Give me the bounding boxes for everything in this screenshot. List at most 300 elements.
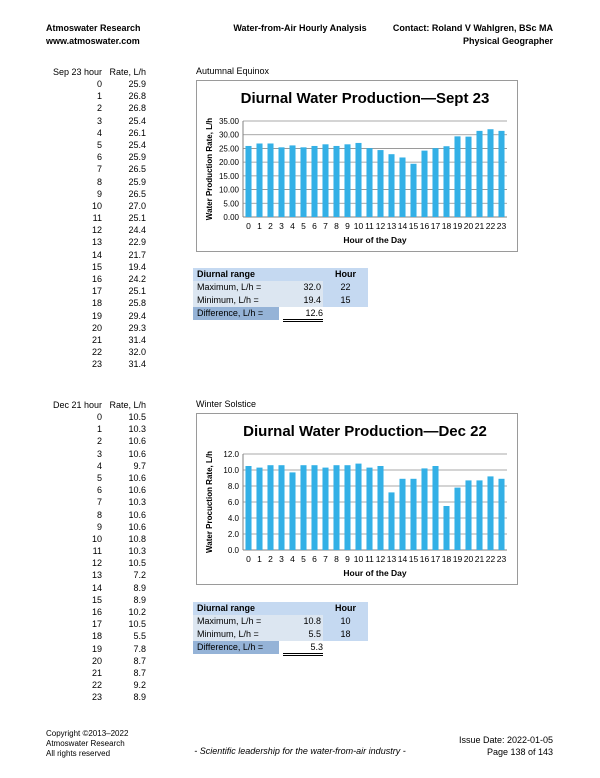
footer-right xyxy=(459,734,553,758)
sep23-hourly-table xyxy=(46,66,156,371)
x-tick-label: 14 xyxy=(397,554,408,564)
bar xyxy=(256,468,262,550)
x-tick-label: 18 xyxy=(441,221,452,231)
table-row xyxy=(46,423,156,435)
bar xyxy=(476,131,482,217)
rate-cell: 8.9 xyxy=(133,594,146,605)
x-tick-label: 15 xyxy=(408,221,419,231)
rate-cell: 26.8 xyxy=(128,103,146,114)
bar xyxy=(278,465,284,550)
rate-cell: 21.7 xyxy=(128,249,146,260)
rate-cell: 10.8 xyxy=(128,533,146,544)
table-row xyxy=(46,484,156,496)
x-tick-label: 23 xyxy=(496,221,507,231)
hour-cell: 3 xyxy=(96,448,102,459)
hour-cell: 14 xyxy=(91,582,102,593)
contact: Contact: Roland V Wahlgren, BSc MA xyxy=(392,23,553,33)
range-heading: Diurnal range xyxy=(193,268,279,281)
table-row xyxy=(46,643,156,655)
range-hour-heading: Hour xyxy=(323,602,368,615)
bar xyxy=(289,472,295,550)
hour-cell: 2 xyxy=(96,103,102,114)
footer-rights: All rights reserved xyxy=(46,749,111,758)
y-tick-label: 20.00 xyxy=(218,158,239,168)
bar xyxy=(399,479,405,550)
bar xyxy=(289,145,295,217)
table-row xyxy=(46,310,156,322)
hour-cell: 23 xyxy=(91,359,102,370)
table-row xyxy=(46,115,156,127)
x-tick-label: 5 xyxy=(301,554,306,564)
rate-cell: 31.4 xyxy=(128,359,146,370)
y-tick-label: 0.0 xyxy=(227,546,239,555)
x-tick-label: 13 xyxy=(386,221,397,231)
x-axis-label: Hour of the Day xyxy=(343,568,407,578)
table-row xyxy=(46,188,156,200)
bar-chart-dec22 xyxy=(197,414,517,584)
table-row xyxy=(46,545,156,557)
table-row xyxy=(46,472,156,484)
table-row xyxy=(46,435,156,447)
x-tick-label: 19 xyxy=(452,221,463,231)
rate-cell: 24.4 xyxy=(128,225,146,236)
table-row xyxy=(46,224,156,236)
org-url: www.atmoswater.com xyxy=(46,36,140,46)
x-tick-label: 5 xyxy=(301,221,306,231)
hour-cell: 6 xyxy=(96,485,102,496)
diff-value: 5.3 xyxy=(283,642,323,656)
y-tick-label: 25.00 xyxy=(218,144,239,154)
min-value: 5.5 xyxy=(279,628,323,641)
y-tick-label: 15.00 xyxy=(218,171,239,181)
range-heading: Diurnal range xyxy=(193,602,279,615)
bar xyxy=(355,143,361,217)
table-row xyxy=(46,102,156,114)
x-tick-label: 8 xyxy=(334,554,339,564)
x-tick-label: 20 xyxy=(463,221,474,231)
hour-cell: 20 xyxy=(91,322,102,333)
hour-cell: 14 xyxy=(91,249,102,260)
hour-cell: 18 xyxy=(91,298,102,309)
rate-cell: 10.6 xyxy=(128,472,146,483)
table-row xyxy=(46,667,156,679)
rate-cell: 26.5 xyxy=(128,164,146,175)
table-row xyxy=(46,533,156,545)
rate-cell: 29.3 xyxy=(128,322,146,333)
y-axis-label: Water Production Rate, L/h xyxy=(205,117,214,221)
hour-cell: 15 xyxy=(91,261,102,272)
rate-cell: 10.6 xyxy=(128,485,146,496)
hour-cell: 8 xyxy=(96,509,102,520)
section-label-autumn: Autumnal Equinox xyxy=(196,66,270,76)
bar xyxy=(278,147,284,217)
hour-cell: 9 xyxy=(96,188,102,199)
hour-cell: 10 xyxy=(91,200,102,211)
hour-cell: 5 xyxy=(96,139,102,150)
x-tick-label: 9 xyxy=(345,554,350,564)
table-row xyxy=(46,358,156,370)
bar xyxy=(322,468,328,550)
rate-cell: 26.5 xyxy=(128,188,146,199)
table-row xyxy=(46,139,156,151)
bar xyxy=(388,154,394,217)
rate-cell: 10.6 xyxy=(128,521,146,532)
min-hour: 15 xyxy=(323,294,368,307)
rate-cell: 31.4 xyxy=(128,334,146,345)
diff-label: Difference, L/h = xyxy=(193,307,279,320)
x-tick-label: 14 xyxy=(397,221,408,231)
diurnal-range-sep23 xyxy=(193,268,368,320)
bar xyxy=(377,150,383,217)
bar xyxy=(333,146,339,217)
y-tick-label: 10.00 xyxy=(218,185,239,195)
x-tick-label: 15 xyxy=(408,554,419,564)
rate-cell: 5.5 xyxy=(133,631,146,642)
bar xyxy=(487,476,493,550)
bar xyxy=(256,143,262,217)
rate-cell: 10.3 xyxy=(128,546,146,557)
rate-cell: 32.0 xyxy=(128,347,146,358)
rate-cell: 9.2 xyxy=(133,680,146,691)
max-label: Maximum, L/h = xyxy=(193,615,279,628)
y-tick-label: 10.0 xyxy=(223,466,239,475)
x-tick-label: 1 xyxy=(257,554,262,564)
x-tick-label: 3 xyxy=(279,554,284,564)
bar xyxy=(421,468,427,550)
max-value: 10.8 xyxy=(279,615,323,628)
rate-cell: 24.2 xyxy=(128,274,146,284)
y-tick-label: 8.0 xyxy=(227,482,239,491)
x-tick-label: 7 xyxy=(323,221,328,231)
y-tick-label: 12.0 xyxy=(223,450,239,459)
x-axis-label: Hour of the Day xyxy=(343,235,407,245)
table-row xyxy=(46,594,156,606)
x-tick-label: 22 xyxy=(485,554,496,564)
bar xyxy=(311,465,317,550)
hour-cell: 1 xyxy=(96,91,102,102)
hour-cell: 4 xyxy=(96,460,102,471)
rate-cell: 10.6 xyxy=(128,436,146,447)
rate-cell: 25.4 xyxy=(128,115,146,126)
bar xyxy=(377,466,383,550)
table-row xyxy=(46,509,156,521)
issue-date: Issue Date: 2022-01-05 xyxy=(458,735,553,745)
page-number: Page 138 of 143 xyxy=(486,747,553,757)
section-label-winter: Winter Solstice xyxy=(196,399,257,409)
table-row xyxy=(46,212,156,224)
table-row xyxy=(46,285,156,297)
x-tick-label: 7 xyxy=(323,554,328,564)
y-tick-label: 6.0 xyxy=(227,498,239,507)
min-label: Minimum, L/h = xyxy=(193,628,279,641)
y-tick-label: 35.00 xyxy=(218,117,239,126)
bar xyxy=(344,465,350,550)
bar xyxy=(245,146,251,217)
table-row xyxy=(46,460,156,472)
diff-value: 12.6 xyxy=(283,308,323,322)
bar xyxy=(498,131,504,217)
bar xyxy=(245,466,251,550)
y-tick-label: 4.0 xyxy=(227,514,239,523)
org-name: Atmoswater Research xyxy=(46,23,141,33)
x-tick-label: 13 xyxy=(386,554,397,564)
rate-cell: 26.8 xyxy=(128,91,146,102)
y-tick-label: 5.00 xyxy=(223,199,239,209)
contact-role: Physical Geographer xyxy=(462,36,553,46)
table-row xyxy=(46,655,156,667)
hour-cell: 22 xyxy=(91,680,102,691)
bar xyxy=(366,468,372,550)
range-hour-heading: Hour xyxy=(323,268,368,281)
bar xyxy=(388,492,394,550)
x-tick-label: 0 xyxy=(246,554,251,564)
hour-cell: 0 xyxy=(96,79,102,89)
table-row xyxy=(46,569,156,581)
hour-cell: 1 xyxy=(96,424,102,435)
x-tick-label: 0 xyxy=(246,221,251,231)
x-tick-label: 8 xyxy=(334,221,339,231)
hour-cell: 11 xyxy=(92,546,102,557)
rate-cell: 19.4 xyxy=(128,261,146,272)
rate-cell: 7.8 xyxy=(133,643,146,654)
max-value: 32.0 xyxy=(279,281,323,294)
tagline: - Scientific leadership for the water-from-air industry - xyxy=(194,746,406,756)
table-row xyxy=(46,176,156,188)
y-tick-label: 2.0 xyxy=(227,530,239,539)
x-tick-label: 4 xyxy=(290,221,295,231)
rate-cell: 10.5 xyxy=(128,558,146,569)
x-tick-label: 17 xyxy=(430,554,441,564)
hour-cell: 6 xyxy=(96,152,102,163)
table-row xyxy=(46,273,156,285)
table-row xyxy=(46,163,156,175)
diff-label: Difference, L/h = xyxy=(193,641,279,654)
rate-cell: 7.2 xyxy=(133,570,146,581)
x-tick-label: 2 xyxy=(268,221,273,231)
rate-cell: 10.3 xyxy=(128,497,146,508)
page-title: Water-from-Air Hourly Analysis xyxy=(233,23,367,33)
rate-cell: 10.5 xyxy=(128,412,146,422)
table-row xyxy=(46,521,156,533)
x-tick-label: 3 xyxy=(279,221,284,231)
max-label: Maximum, L/h = xyxy=(193,281,279,294)
rate-cell: 8.9 xyxy=(133,582,146,593)
bar-chart-sep23 xyxy=(197,81,517,251)
diurnal-range-dec21 xyxy=(193,602,368,654)
bar xyxy=(443,146,449,217)
table-row xyxy=(46,127,156,139)
x-tick-label: 19 xyxy=(452,554,463,564)
hour-cell: 3 xyxy=(96,115,102,126)
table-row xyxy=(46,618,156,630)
table-row xyxy=(46,334,156,346)
rate-cell: 10.2 xyxy=(128,607,146,617)
rate-cell: 25.1 xyxy=(128,286,146,297)
y-tick-label: 30.00 xyxy=(218,130,239,140)
bar xyxy=(300,147,306,217)
y-tick-label: 0.00 xyxy=(223,213,239,222)
hour-cell: 23 xyxy=(91,692,102,703)
rate-cell: 8.7 xyxy=(133,667,146,678)
x-tick-label: 23 xyxy=(496,554,507,564)
x-tick-label: 12 xyxy=(375,554,386,564)
bar xyxy=(465,480,471,550)
rate-cell: 9.7 xyxy=(133,460,146,471)
bar xyxy=(410,164,416,217)
col-header-rate: Rate, L/h xyxy=(109,67,146,77)
bar xyxy=(333,465,339,550)
rate-cell: 29.4 xyxy=(128,310,146,321)
x-tick-label: 11 xyxy=(365,221,374,231)
x-tick-label: 10 xyxy=(353,221,364,231)
table-row xyxy=(46,411,156,423)
rate-cell: 27.0 xyxy=(128,200,146,211)
table-row xyxy=(46,78,156,90)
table-row xyxy=(46,322,156,334)
hour-cell: 5 xyxy=(96,472,102,483)
hour-cell: 22 xyxy=(91,347,102,358)
rate-cell: 22.9 xyxy=(128,237,146,248)
bar xyxy=(454,136,460,217)
hour-cell: 13 xyxy=(91,570,102,581)
hour-cell: 7 xyxy=(96,497,102,508)
chart-dec22 xyxy=(196,413,518,585)
rate-cell: 25.8 xyxy=(128,298,146,309)
rate-cell: 25.9 xyxy=(128,79,146,89)
min-hour: 18 xyxy=(323,628,368,641)
col-header-hour: Sep 23 hour xyxy=(52,67,102,77)
bar xyxy=(432,148,438,217)
table-row xyxy=(46,297,156,309)
rate-cell: 25.1 xyxy=(128,213,146,224)
col-header-rate: Rate, L/h xyxy=(109,400,146,410)
bar xyxy=(421,151,427,217)
bar xyxy=(267,465,273,550)
table-row xyxy=(46,630,156,642)
hour-cell: 7 xyxy=(96,164,102,175)
hour-cell: 20 xyxy=(91,655,102,666)
table-row xyxy=(46,261,156,273)
bar xyxy=(487,129,493,217)
hour-cell: 15 xyxy=(91,594,102,605)
table-row xyxy=(46,200,156,212)
rate-cell: 26.1 xyxy=(128,127,146,138)
x-tick-label: 4 xyxy=(290,554,295,564)
x-tick-label: 6 xyxy=(312,221,317,231)
x-tick-label: 6 xyxy=(312,554,317,564)
hour-cell: 12 xyxy=(91,558,102,569)
table-row xyxy=(46,448,156,460)
x-tick-label: 11 xyxy=(365,554,374,564)
x-tick-label: 16 xyxy=(419,554,430,564)
bar xyxy=(476,480,482,550)
hour-cell: 21 xyxy=(91,667,102,678)
max-hour: 10 xyxy=(323,615,368,628)
x-tick-label: 12 xyxy=(375,221,386,231)
x-tick-label: 18 xyxy=(441,554,452,564)
table-row xyxy=(46,346,156,358)
max-hour: 22 xyxy=(323,281,368,294)
hour-cell: 18 xyxy=(91,631,102,642)
hour-cell: 11 xyxy=(92,213,102,224)
rate-cell: 8.9 xyxy=(133,692,146,703)
min-label: Minimum, L/h = xyxy=(193,294,279,307)
footer-org: Atmoswater Research xyxy=(46,739,125,748)
dec21-hourly-table xyxy=(46,399,156,704)
chart-sep23 xyxy=(196,80,518,252)
x-tick-label: 17 xyxy=(430,221,441,231)
rate-cell: 10.6 xyxy=(128,448,146,459)
hour-cell: 19 xyxy=(91,310,102,321)
hour-cell: 9 xyxy=(96,521,102,532)
hour-cell: 12 xyxy=(91,225,102,236)
x-tick-label: 21 xyxy=(474,554,485,564)
col-header-hour: Dec 21 hour xyxy=(52,400,102,410)
bar xyxy=(300,465,306,550)
hour-cell: 21 xyxy=(91,334,102,345)
rate-cell: 25.9 xyxy=(128,176,146,187)
table-row xyxy=(46,582,156,594)
bar xyxy=(344,144,350,217)
rate-cell: 10.3 xyxy=(128,424,146,435)
hour-cell: 4 xyxy=(96,127,102,138)
table-row xyxy=(46,691,156,703)
rate-cell: 25.9 xyxy=(128,152,146,163)
bar xyxy=(443,506,449,550)
hour-cell: 8 xyxy=(96,176,102,187)
bar xyxy=(366,148,372,217)
rate-cell: 10.5 xyxy=(128,619,146,630)
x-tick-label: 20 xyxy=(463,554,474,564)
copyright: Copyright ©2013–2022 xyxy=(46,729,129,738)
rate-cell: 8.7 xyxy=(133,655,146,666)
bar xyxy=(432,466,438,550)
rate-cell: 10.6 xyxy=(128,509,146,520)
hour-cell: 16 xyxy=(91,274,102,284)
bar xyxy=(498,479,504,550)
hour-cell: 2 xyxy=(96,436,102,447)
bar xyxy=(454,488,460,550)
x-tick-label: 10 xyxy=(353,554,364,564)
hour-cell: 17 xyxy=(91,619,102,630)
hour-cell: 19 xyxy=(91,643,102,654)
x-tick-label: 9 xyxy=(345,221,350,231)
table-row xyxy=(46,151,156,163)
bar xyxy=(399,157,405,217)
x-tick-label: 22 xyxy=(485,221,496,231)
bar xyxy=(410,479,416,550)
chart-title: Diurnal Water Production—Dec 22 xyxy=(243,423,487,440)
hour-cell: 16 xyxy=(91,607,102,617)
min-value: 19.4 xyxy=(279,294,323,307)
bar xyxy=(355,464,361,550)
hour-cell: 0 xyxy=(96,412,102,422)
x-tick-label: 21 xyxy=(474,221,485,231)
bar xyxy=(267,143,273,217)
x-tick-label: 16 xyxy=(419,221,430,231)
table-row xyxy=(46,236,156,248)
table-row xyxy=(46,496,156,508)
bar xyxy=(311,146,317,217)
x-tick-label: 1 xyxy=(257,221,262,231)
hour-cell: 10 xyxy=(91,533,102,544)
bar xyxy=(465,137,471,217)
rate-cell: 25.4 xyxy=(128,139,146,150)
hour-cell: 13 xyxy=(91,237,102,248)
hour-cell: 17 xyxy=(91,286,102,297)
table-row xyxy=(46,679,156,691)
table-row xyxy=(46,249,156,261)
